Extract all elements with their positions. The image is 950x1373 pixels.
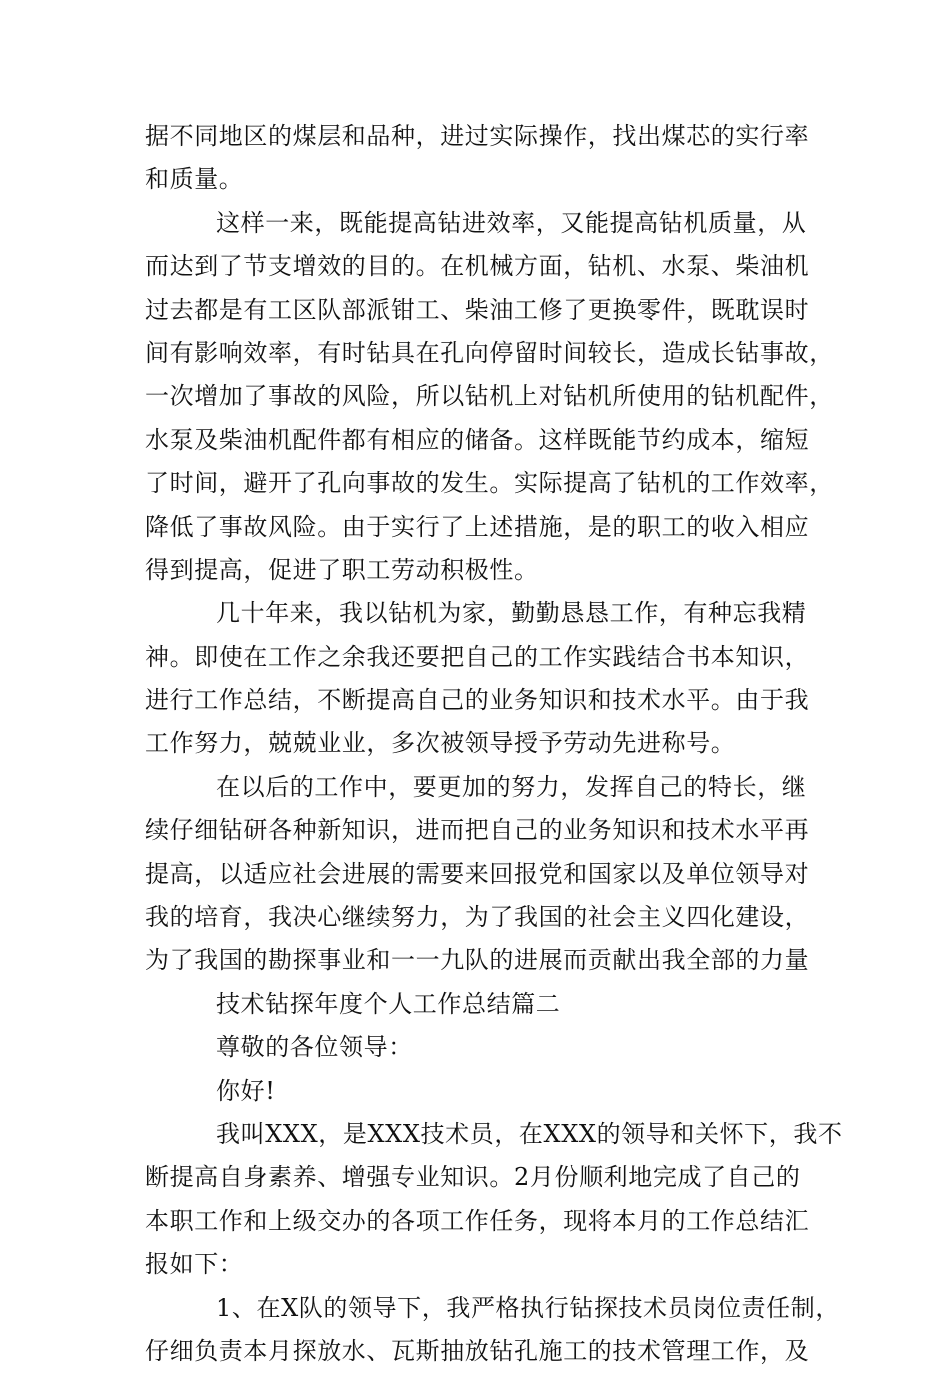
text-line: 1、在X队的领导下，我严格执行钻探技术员岗位责任制， <box>216 1293 840 1322</box>
text-line: 工作努力，兢兢业业，多次被领导授予劳动先进称号。 <box>145 729 736 758</box>
text-line: 而达到了节支增效的目的。在机械方面，钻机、水泵、柴油机 <box>145 252 810 281</box>
text-line: 神。即使在工作之余我还要把自己的工作实践结合书本知识， <box>145 642 810 671</box>
text-line: 在以后的工作中，要更加的努力，发挥自己的特长，继 <box>216 772 807 801</box>
text-line: 水泵及柴油机配件都有相应的储备。这样既能节约成本，缩短 <box>145 425 810 454</box>
text-line: 这样一来，既能提高钻进效率，又能提高钻机质量，从 <box>216 208 807 237</box>
text-line: 得到提高，促进了职工劳动积极性。 <box>145 555 539 584</box>
text-line: 间有影响效率，有时钻具在孔向停留时间较长，造成长钻事故， <box>145 338 834 367</box>
text-line: 仔细负责本月探放水、瓦斯抽放钻孔施工的技术管理工作，及 <box>145 1336 810 1365</box>
text-line: 过去都是有工区队部派钳工、柴油工修了更换零件，既耽误时 <box>145 295 810 324</box>
text-line: 你好! <box>216 1076 276 1105</box>
text-line: 续仔细钻研各种新知识，进而把自己的业务知识和技术水平再 <box>145 816 810 845</box>
text-line: 几十年来，我以钻机为家，勤勤恳恳工作，有种忘我精 <box>216 599 807 628</box>
text-line: 降低了事故风险。由于实行了上述措施，是的职工的收入相应 <box>145 512 810 541</box>
text-line: 尊敬的各位领导： <box>216 1033 413 1062</box>
text-line: 了时间，避开了孔向事故的发生。实际提高了钻机的工作效率， <box>145 469 834 498</box>
text-line: 本职工作和上级交办的各项工作任务，现将本月的工作总结汇 <box>145 1206 810 1235</box>
text-line: 进行工作总结，不断提高自己的业务知识和技术水平。由于我 <box>145 686 810 715</box>
text-line: 断提高自身素养、增强专业知识。2月份顺利地完成了自己的 <box>145 1163 801 1192</box>
text-line: 我叫XXX，是XXX技术员，在XXX的领导和关怀下，我不 <box>216 1119 843 1148</box>
text-line: 我的培育，我决心继续努力，为了我国的社会主义四化建设， <box>145 903 810 932</box>
document-body <box>145 115 843 1373</box>
text-line: 技术钻探年度个人工作总结篇二 <box>216 989 561 1018</box>
text-line: 一次增加了事故的风险，所以钻机上对钻机所使用的钻机配件， <box>145 382 834 411</box>
text-line: 和质量。 <box>145 165 244 194</box>
text-line: 报如下： <box>145 1250 244 1279</box>
text-line: 为了我国的勘探事业和一一九队的进展而贡献出我全部的力量 <box>145 946 810 975</box>
text-line: 提高，以适应社会进展的需要来回报党和国家以及单位领导对 <box>145 859 810 888</box>
text-line: 据不同地区的煤层和品种，进过实际操作，找出煤芯的实行率 <box>145 122 810 150</box>
